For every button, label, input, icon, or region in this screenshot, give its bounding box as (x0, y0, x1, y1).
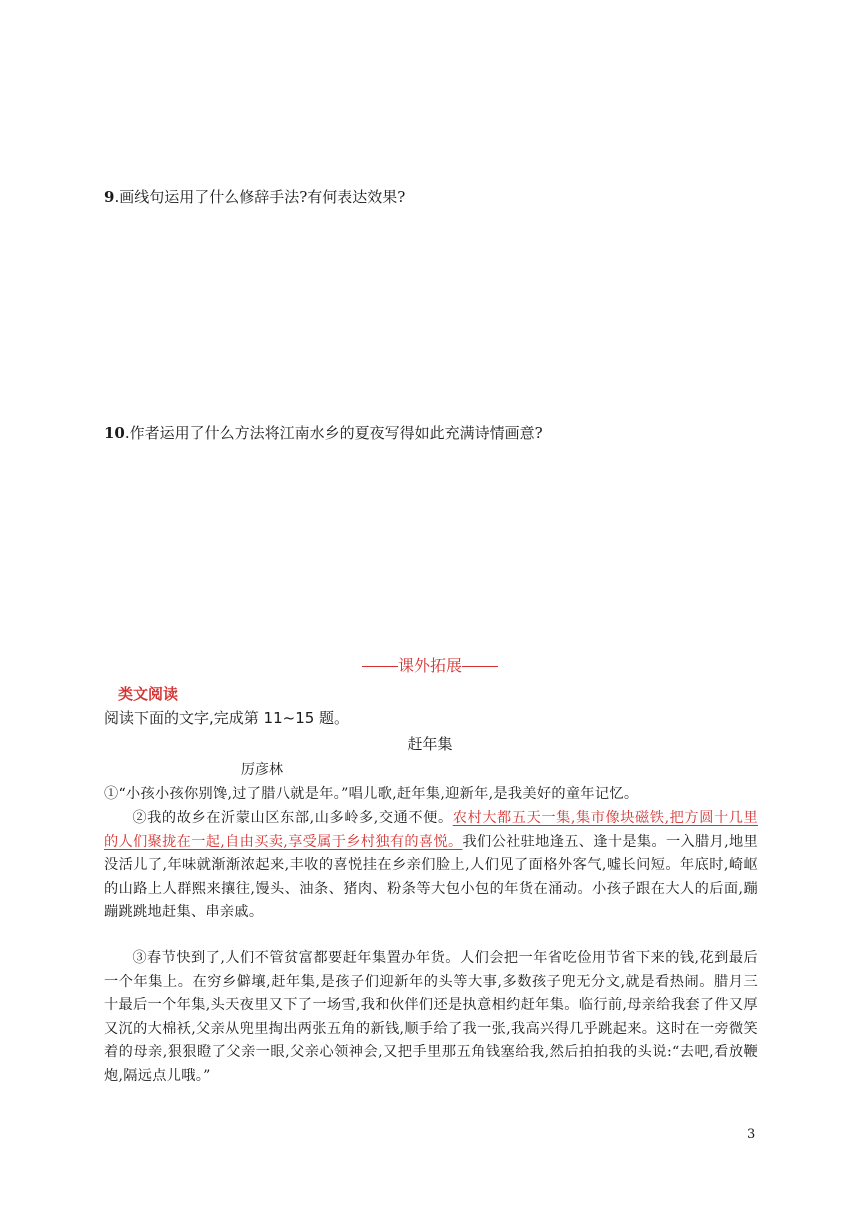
question-number: 9 (104, 188, 115, 206)
question-9 (104, 186, 405, 207)
section-rule-left (362, 666, 398, 667)
paragraph-2-rest: 我们公社驻地逢五、逢十是集。一入腊月,地里没活儿了,年味就渐渐浓起来,丰收的喜悦挂在乡亲们脸上,人们见了面格外客气,嘘长问短。年底时,崎岖的山路上人群熙来攘往,馒头、油条、猪肉、粉条等大包小包的年货在涌动。小孩子跟在大人的后面,蹦蹦跳跳地赶集、串亲戚。 (104, 833, 758, 920)
paragraph-2 (104, 807, 758, 925)
paragraph-1: ①“小孩小孩你别馋,过了腊八就是年。”唱儿歌,赶年集,迎新年,是我美好的童年记忆。 (104, 786, 639, 802)
section-title: 课外拓展 (397, 656, 462, 675)
section-rule-right (462, 666, 498, 667)
underlined-sentence: 农村大都五天一集,集市像块磁铁,把方圆十几里的人们聚拢在一起,自由买卖,享受属于乡村独有的喜悦。 (104, 810, 758, 850)
page-number: 3 (747, 1127, 756, 1142)
article-title: 赶年集 (407, 735, 453, 753)
section-header (0, 653, 860, 676)
question-text: .作者运用了什么方法将江南水乡的夏夜写得如此充满诗情画意? (124, 424, 543, 442)
paragraph-3: ③春节快到了,人们不管贫富都要赶年集置办年货。人们会把一年省吃俭用节省下来的钱,花到最后一个年集上。在穷乡僻壤,赶年集,是孩子们迎新年的头等大事,多数孩子兜无分文,就是看热闹。腊月三十最后一个年集,头天夜里又下了一场雪,我和伙伴们还是执意相约赶年集。临行前,母亲给我套了件又厚又沉的大棉袄,父亲从兜里掏出两张五角的新钱,顺手给了我一张,我高兴得几乎跳起来。这时在一旁微笑着的母亲,狠狠瞪了父亲一眼,父亲心领神会,又把手里那五角钱塞给我,然后拍拍我的头说:“去吧,看放鞭炮,隔远点儿哦。” (104, 950, 758, 1084)
article-author: 厉彦林 (241, 762, 283, 778)
question-text: .画线句运用了什么修辞手法?有何表达效果? (114, 188, 406, 206)
reading-instruction: 阅读下面的文字,完成第 11~15 题。 (104, 709, 350, 727)
paragraph-2-intro: ②我的故乡在沂蒙山区东部,山多岭多,交通不便。 (132, 810, 453, 826)
reading-tag: 类文阅读 (118, 685, 179, 703)
question-10 (104, 422, 543, 443)
question-number: 10 (104, 424, 125, 442)
